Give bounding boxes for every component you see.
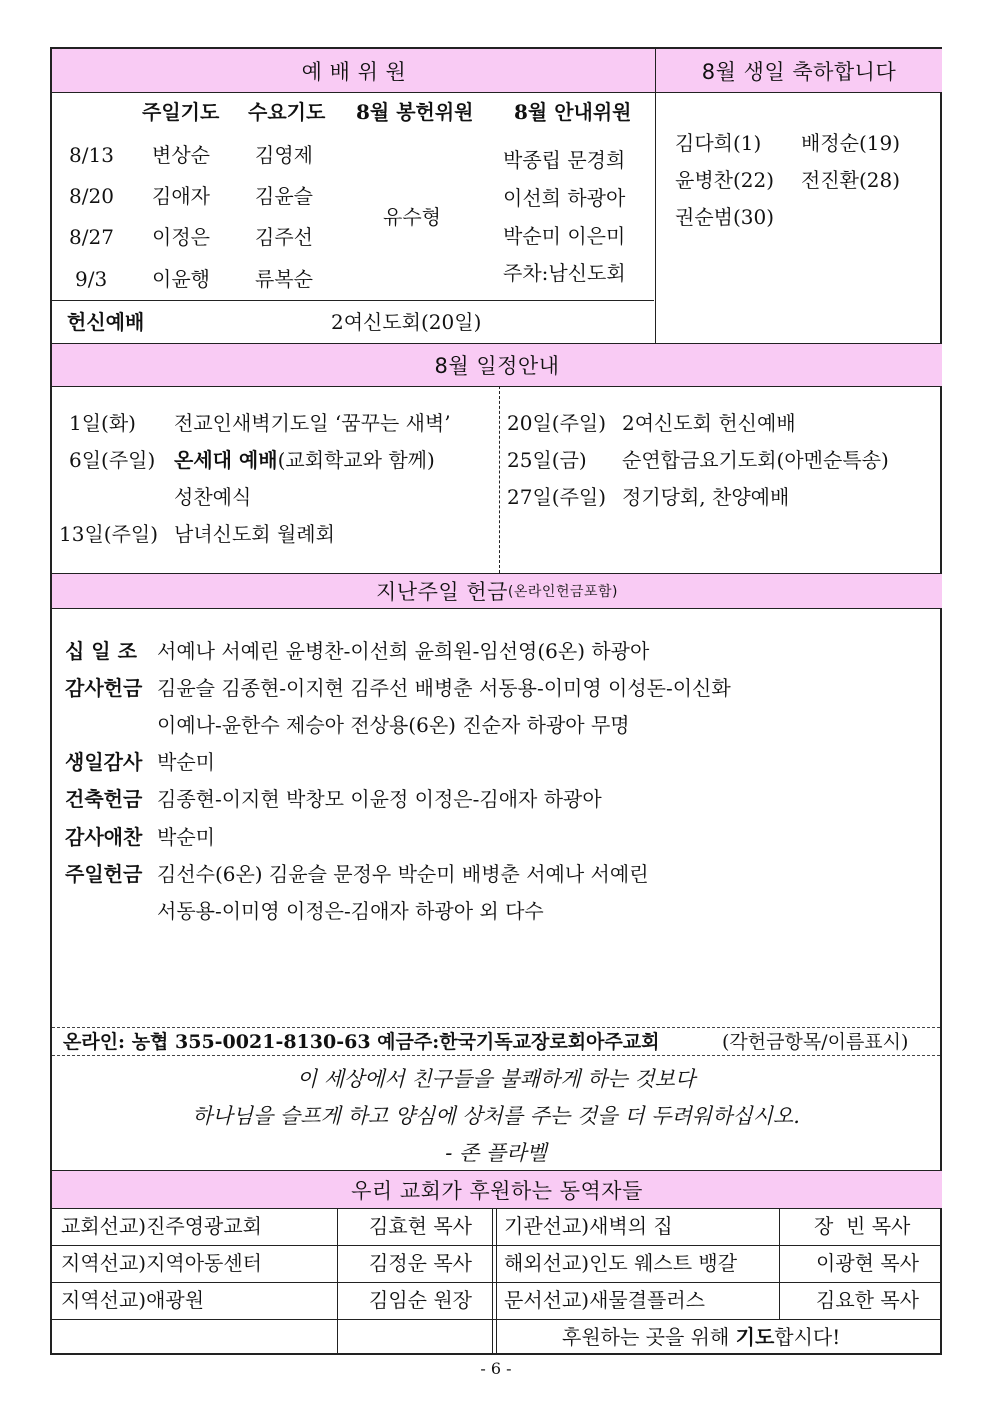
offering-line — [65, 675, 731, 701]
col-ushers: 8월 안내위원 — [514, 100, 632, 124]
divider — [779, 1208, 780, 1319]
support-mission: 지역선교)지역아동센터 — [61, 1251, 263, 1275]
worship-date: 9/3 — [75, 267, 108, 291]
schedule-event: 성찬예식 — [174, 485, 252, 509]
worship-wednesday-name: 김윤슬 — [255, 184, 313, 208]
schedule-event — [174, 447, 435, 473]
worship-header: 예 배 위 원 — [301, 59, 407, 84]
offering-line — [65, 786, 602, 812]
dedication-label: 헌신예배 — [67, 310, 145, 334]
quote-author: - 존 플라벨 — [445, 1141, 547, 1165]
worship-sunday-name: 이윤행 — [152, 267, 210, 291]
offering-category: 건축헌금 — [65, 787, 143, 811]
birthday-name: 배정순(19) — [801, 131, 901, 155]
offering-names: 박순미 — [157, 825, 215, 849]
support-mission: 지역선교)애광원 — [61, 1288, 205, 1312]
prayer-call-text: 후원하는 곳을 위해 — [562, 1325, 736, 1349]
support-header: 우리 교회가 후원하는 동역자들 — [351, 1178, 643, 1203]
divider — [496, 1208, 497, 1355]
offering-line — [65, 824, 215, 850]
offering-member-name: 유수형 — [383, 205, 441, 229]
divider — [52, 608, 940, 609]
schedule-date: 25일(금) — [507, 448, 587, 472]
offering-line — [65, 749, 215, 775]
usher-names: 박종립 문경희 — [503, 148, 626, 172]
support-pastor: 김요한 목사 — [816, 1288, 919, 1312]
worship-sunday-name: 김애자 — [152, 184, 210, 208]
col-offering-members: 8월 봉헌위원 — [356, 100, 474, 124]
support-mission: 해외선교)인도 웨스트 뱅갈 — [504, 1251, 738, 1275]
quote-line: 하나님을 슬프게 하고 양심에 상처를 주는 것을 더 두려워하십시오. — [192, 1104, 800, 1128]
online-account-note: (각헌금항목/이름표시) — [722, 1031, 909, 1053]
schedule-event: 정기당회, 찬양예배 — [622, 485, 790, 509]
offering-names: 이예나-윤한수 제승아 전상용(6온) 진순자 하광아 무명 — [157, 713, 630, 737]
worship-sunday-name: 이정은 — [152, 225, 210, 249]
divider — [492, 1208, 493, 1355]
divider — [499, 386, 500, 573]
prayer-call-text: 합시다! — [774, 1325, 841, 1349]
offering-names: 서예나 서예린 윤병찬-이선희 윤희원-임선영(6온) 하광아 — [157, 639, 650, 663]
schedule-date: 20일(주일) — [507, 411, 607, 435]
offering-line — [65, 898, 544, 924]
divider — [655, 49, 656, 343]
worship-date: 8/27 — [69, 225, 114, 249]
offering-category: 생일감사 — [65, 750, 143, 774]
online-account: 온라인: 농협 355-0021-8130-63 예금주:한국기독교장로회아주교회 — [63, 1031, 660, 1053]
birthday-name: 전진환(28) — [801, 168, 901, 192]
support-mission: 교회선교)진주영광교회 — [61, 1214, 263, 1238]
schedule-event: 남녀신도회 월례회 — [174, 522, 335, 546]
divider — [52, 92, 940, 93]
support-pastor: 장 빈 목사 — [814, 1214, 911, 1238]
divider — [52, 386, 940, 387]
offering-category: 십 일 조 — [65, 639, 137, 663]
schedule-event: 순연합금요기도회(아멘순특송) — [622, 448, 889, 472]
usher-names: 박순미 이은미 — [503, 224, 626, 248]
divider — [52, 300, 654, 301]
col-wednesday-prayer: 수요기도 — [248, 100, 326, 124]
birthday-name: 윤병찬(22) — [675, 168, 775, 192]
offering-names: 김선수(6온) 김윤슬 문정우 박순미 배병춘 서예나 서예린 — [157, 862, 649, 886]
offering-names: 김종현-이지현 박창모 이윤정 이정은-김애자 하광아 — [157, 787, 602, 811]
offering-header — [52, 574, 942, 608]
birthday-name: 김다희(1) — [675, 131, 762, 155]
offering-category: 감사헌금 — [65, 676, 143, 700]
divider — [337, 1208, 338, 1355]
schedule-event: 전교인새벽기도일 ‘꿈꾸는 새벽’ — [174, 411, 451, 435]
divider — [52, 1055, 940, 1056]
offering-names: 김윤슬 김종현-이지현 김주선 배병춘 서동용-이미영 이성돈-이신화 — [157, 676, 731, 700]
worship-sunday-name: 변상순 — [152, 143, 210, 167]
offering-category: 주일헌금 — [65, 862, 143, 886]
divider — [52, 1027, 940, 1028]
schedule-header: 8월 일정안내 — [434, 354, 560, 378]
support-pastor: 김임순 원장 — [369, 1288, 472, 1312]
worship-date: 8/20 — [69, 184, 114, 208]
offering-names: 서동용-이미영 이정은-김애자 하광아 외 다수 — [157, 899, 544, 923]
support-pastor: 이광현 목사 — [816, 1251, 919, 1275]
birthday-header: 8월 생일 축하합니다 — [701, 59, 897, 84]
offering-line — [65, 712, 630, 738]
schedule-date: 27일(주일) — [507, 485, 607, 509]
worship-wednesday-name: 류복순 — [255, 267, 313, 291]
col-sunday-prayer: 주일기도 — [142, 100, 220, 124]
schedule-date: 13일(주일) — [59, 522, 159, 546]
prayer-call-bold: 기도 — [735, 1325, 775, 1349]
schedule-date: 6일(주일) — [69, 448, 156, 472]
support-mission: 기관선교)새벽의 집 — [504, 1214, 673, 1238]
support-mission: 문서선교)새물결플러스 — [504, 1288, 706, 1312]
schedule-event-note: (교회학교와 함께) — [277, 448, 435, 472]
worship-date: 8/13 — [69, 143, 114, 167]
bulletin-frame — [50, 47, 942, 1355]
offering-names: 박순미 — [157, 750, 215, 774]
quote-line: 이 세상에서 친구들을 불쾌하게 하는 것보다 — [296, 1067, 696, 1091]
offering-header-sub: (온라인헌금포함) — [507, 584, 618, 600]
support-pastor: 김효현 목사 — [369, 1214, 472, 1238]
birthday-name: 권순범(30) — [675, 205, 775, 229]
support-prayer-call — [562, 1324, 840, 1350]
schedule-event-bold: 온세대 예배 — [174, 448, 278, 472]
schedule-event: 2여신도회 헌신예배 — [622, 411, 796, 435]
offering-header-title: 지난주일 헌금 — [376, 580, 508, 604]
usher-names: 주차:남신도회 — [503, 261, 626, 285]
dedication-value: 2여신도회(20일) — [331, 310, 482, 334]
page-number: - 6 - — [480, 1359, 512, 1378]
support-pastor: 김정운 목사 — [369, 1251, 472, 1275]
offering-category: 감사애찬 — [65, 825, 143, 849]
offering-line — [65, 861, 649, 887]
usher-names: 이선희 하광아 — [503, 186, 626, 210]
worship-wednesday-name: 김영제 — [255, 143, 313, 167]
offering-line — [65, 638, 649, 664]
schedule-date: 1일(화) — [69, 411, 136, 435]
worship-wednesday-name: 김주선 — [255, 225, 313, 249]
